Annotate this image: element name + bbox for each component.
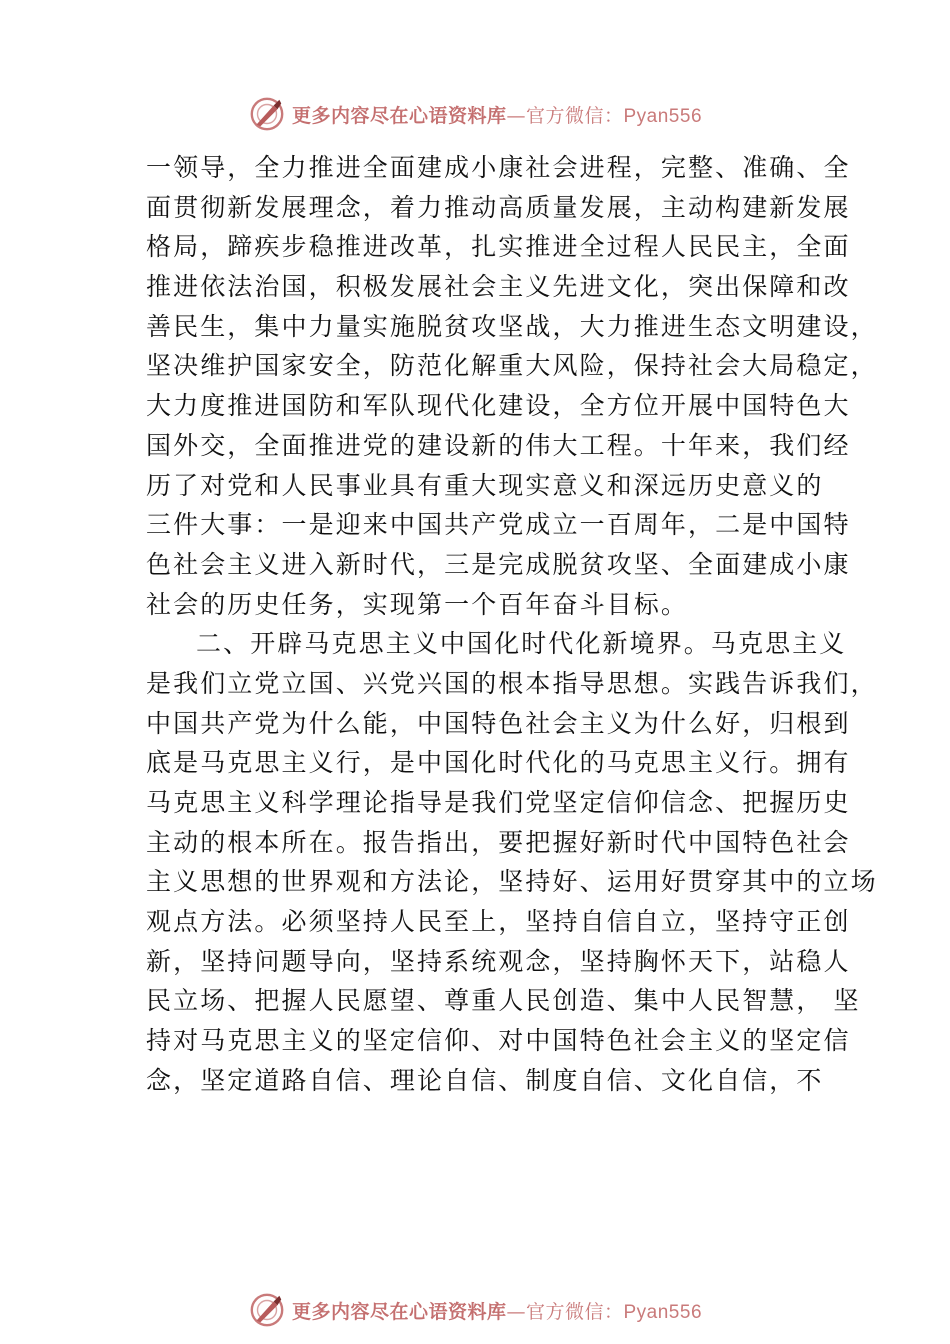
text-line: 主动的根本所在。报告指出，要把握好新时代中国特色社会 xyxy=(146,827,851,857)
text-line: 持对马克思主义的坚定信仰、对中国特色社会主义的坚定信 xyxy=(146,1026,851,1056)
footer-brand: 更多内容尽在心语资料库 xyxy=(291,1300,507,1323)
footer-watermark-text xyxy=(292,1297,702,1324)
text-line: 民立场、把握人民愿望、尊重人民创造、集中人民智慧， 坚 xyxy=(146,986,861,1016)
pen-logo-icon xyxy=(248,95,286,133)
text-line: 色社会主义进入新时代，三是完成脱贫攻坚、全面建成小康 xyxy=(146,549,851,579)
footer-label: 官方微信： xyxy=(525,1300,624,1323)
header-watermark-text xyxy=(292,101,702,128)
section-heading-line: 二、开辟马克思主义中国化时代化新境界。马克思主义 xyxy=(196,629,847,659)
text-line: 历了对党和人民事业具有重大现实意义和深远历史意义的 xyxy=(146,470,824,500)
text-line: 社会的历史任务，实现第一个百年奋斗目标。 xyxy=(146,589,689,619)
text-line: 马克思主义科学理论指导是我们党坚定信仰信念、把握历史 xyxy=(146,788,851,817)
text-line: 是我们立党立国、兴党兴国的根本指导思想。实践告诉我们， xyxy=(146,668,878,698)
header-separator: — xyxy=(506,104,526,127)
text-line: 善民生，集中力量实施脱贫攻坚战，大力推进生态文明建设， xyxy=(146,311,878,341)
header-handle: Pyan556 xyxy=(623,105,703,127)
text-line: 底是马克思主义行，是中国化时代化的马克思主义行。拥有 xyxy=(146,748,851,778)
text-line: 主义思想的世界观和方法论，坚持好、运用好贯穿其中的立场 xyxy=(146,867,878,897)
text-line: 中国共产党为什么能，中国特色社会主义为什么好，归根到 xyxy=(146,708,851,738)
header-brand: 更多内容尽在心语资料库 xyxy=(291,104,507,127)
footer-separator: — xyxy=(506,1300,526,1323)
footer-watermark xyxy=(0,1288,950,1332)
header-watermark xyxy=(0,92,950,136)
text-line: 推进依法治国，积极发展社会主义先进文化，突出保障和改 xyxy=(146,272,851,302)
text-line: 念，坚定道路自信、理论自信、制度自信、文化自信，不 xyxy=(146,1065,824,1095)
footer-handle: Pyan556 xyxy=(623,1301,703,1323)
text-line: 坚决维护国家安全，防范化解重大风险，保持社会大局稳定， xyxy=(146,351,878,381)
header-label: 官方微信： xyxy=(525,104,624,127)
text-line: 格局，蹄疾步稳推进改革，扎实推进全过程人民民主，全面 xyxy=(146,232,851,262)
text-line: 大力度推进国防和军队现代化建设，全方位开展中国特色大 xyxy=(146,391,851,421)
document-body xyxy=(146,148,878,1101)
text-line: 面贯彻新发展理念，着力推动高质量发展，主动构建新发展 xyxy=(146,192,851,222)
text-line: 观点方法。必须坚持人民至上，坚持自信自立，坚持守正创 xyxy=(146,907,851,937)
text-line: 新，坚持问题导向，坚持系统观念，坚持胸怀天下，站稳人 xyxy=(146,946,851,976)
text-line: 一领导，全力推进全面建成小康社会进程，完整、准确、全 xyxy=(146,153,851,182)
text-line: 三件大事：一是迎来中国共产党成立一百周年，二是中国特 xyxy=(146,510,851,540)
text-line: 国外交，全面推进党的建设新的伟大工程。十年来，我们经 xyxy=(146,430,851,460)
pen-logo-icon xyxy=(248,1291,286,1329)
